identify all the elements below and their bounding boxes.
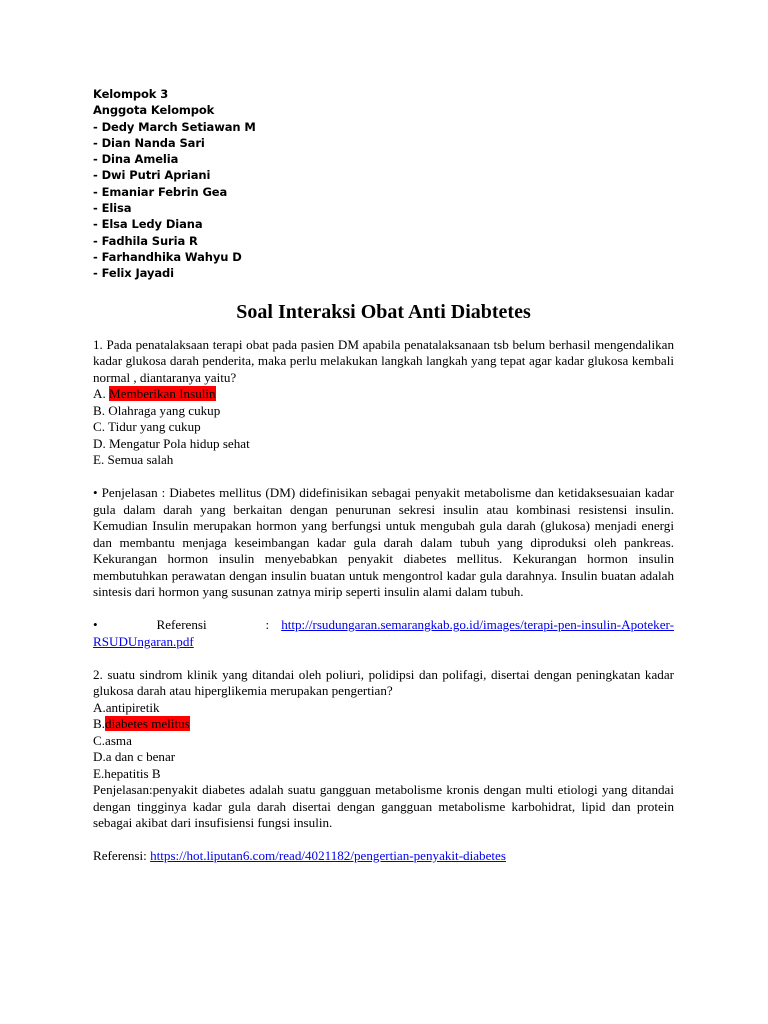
question-1-option-a [93, 386, 674, 403]
member-item: - Fadhila Suria R [93, 233, 198, 248]
option-prefix: B. [93, 716, 106, 732]
member-item: - Dian Nanda Sari [93, 135, 205, 150]
question-1-option: B. Olahraga yang cukup [93, 402, 221, 418]
group-subtitle: Anggota Kelompok [93, 103, 215, 118]
reference-colon: : [265, 617, 270, 633]
group-title: Kelompok 3 [93, 87, 169, 101]
question-2-reference [93, 848, 674, 865]
question-1-explanation: • Penjelasan : Diabetes mellitus (DM) didefinisikan sebagai penyakit metabolisme dan ketidaksesuaian kadar gula dalam darah yang berkaitan dengan penurunan sekresi insulin atau kombinasi resistensi insulin. Kemudian Insulin merupakan hormon yang berfungsi untuk mengubah gula darah (glukosa) menjadi energi dan membantu menjaga keseimbangan kadar gula darah dalam tubuh yang diproduksi oleh pankreas. Kekurangan hormon insulin menyebabkan penyakit diabetes mellitus. Kekurangan hormon insulin membutuhkan perawatan dengan insulin buatan untuk mengontrol kadar gula darahnya. Insulin buatan adalah sintesis dari hormon yang susunan zatnya mirip seperti insulin alami dalam tubuh. [93, 485, 674, 600]
question-1-reference [93, 617, 674, 634]
group-info [93, 86, 674, 282]
question-2 [93, 667, 674, 865]
bullet: • [93, 617, 98, 633]
question-2-text: 2. suatu sindrom klinik yang ditandai oleh poliuri, polidipsi dan polifagi, disertai dengan peningkatan kadar glukosa darah atau hiperglikemia merupakan pengertian? [93, 666, 674, 699]
member-item: - Dedy March Setiawan M [93, 119, 256, 134]
member-item: - Felix Jayadi [93, 266, 174, 281]
member-item: - Emaniar Febrin Gea [93, 184, 228, 199]
highlighted-answer: Memberikan Insulin [109, 386, 216, 402]
question-2-option: C.asma [93, 732, 132, 748]
highlighted-answer: diabetes melitus [105, 716, 190, 732]
question-1-option: C. Tidur yang cukup [93, 419, 201, 435]
document-page [93, 86, 674, 865]
reference-label: Referensi [156, 617, 207, 633]
question-1-option: D. Mengatur Pola hidup sehat [93, 435, 250, 451]
reference-link[interactable]: RSUDUngaran.pdf [93, 633, 194, 649]
question-1 [93, 337, 674, 651]
question-2-option-b [93, 716, 674, 733]
document-title: Soal Interaksi Obat Anti Diabtetes [236, 300, 531, 323]
reference-link[interactable]: https://hot.liputan6.com/read/4021182/pengertian-penyakit-diabetes [150, 848, 506, 864]
reference-label: Referensi: [93, 848, 151, 864]
member-item: - Farhandhika Wahyu D [93, 249, 242, 264]
question-1-text: 1. Pada penatalaksaan terapi obat pada pasien DM apabila penatalaksanaan tsb belum berhasil mengendalikan kadar glukosa darah penderita, maka perlu melakukan langkah langkah yang tepat agar kadar glukosa kembali normal , diantaranya yaitu? [93, 336, 674, 385]
member-item: - Dina Amelia [93, 152, 179, 167]
reference-link[interactable]: http://rsudungaran.semarangkab.go.id/images/terapi-pen-insulin-Apoteker- [281, 617, 674, 633]
member-item: - Elsa Ledy Diana [93, 217, 203, 232]
member-item: - Elisa [93, 201, 132, 216]
question-2-explanation: Penjelasan:penyakit diabetes adalah suatu gangguan metabolisme kronis dengan multi etiologi yang ditandai dengan tingginya kadar gula darah disertai dengan gangguan metabolisme karbohidrat, lipid dan protein sebagai akibat dari insufisiensi fungsi insulin. [93, 782, 674, 831]
question-2-option: E.hepatitis B [93, 765, 161, 781]
member-list [93, 119, 674, 282]
question-2-option: D.a dan c benar [93, 749, 176, 765]
question-2-option: A.antipiretik [93, 699, 160, 715]
question-1-option: E. Semua salah [93, 452, 174, 468]
option-prefix: A. [93, 386, 110, 402]
member-item: - Dwi Putri Apriani [93, 168, 211, 183]
